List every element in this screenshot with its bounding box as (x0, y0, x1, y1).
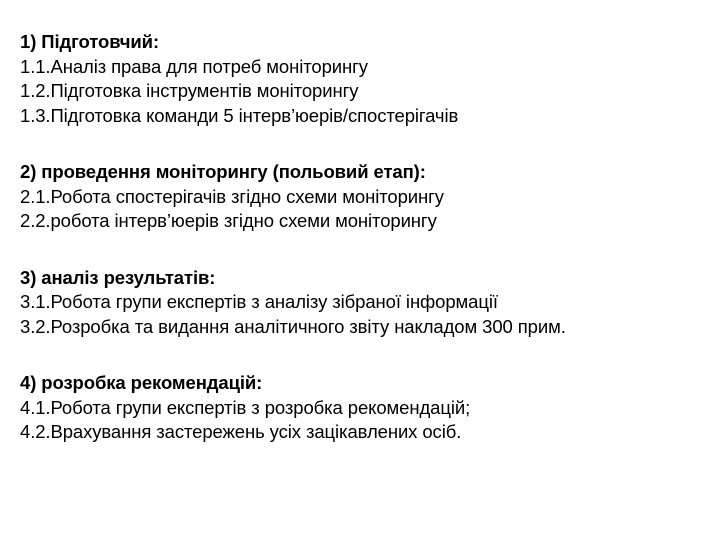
section-heading: 3) аналіз результатів: (20, 266, 216, 288)
section-monitoring (20, 160, 714, 234)
section-recommendations (20, 371, 714, 445)
list-item: 3.2.Розробка та видання аналітичного звіту накладом 300 прим. (20, 315, 566, 337)
slide-content (20, 30, 714, 445)
list-item: 4.1.Робота групи експертів з розробка рекомендацій; (20, 396, 471, 418)
list-item: 3.1.Робота групи експертів з аналізу зібраної інформації (20, 291, 498, 312)
section-heading: 2) проведення моніторингу (польовий етап): (20, 161, 426, 182)
list-item: 1.3.Підготовка команди 5 інтерв’юерів/спостерігачів (20, 104, 459, 126)
section-heading: 1) Підготовчий: (20, 31, 160, 52)
section-preparatory (20, 30, 714, 128)
list-item: 2.1.Робота спостерігачів згідно схеми моніторингу (20, 185, 444, 207)
section-heading: 4) розробка рекомендацій: (20, 372, 263, 393)
list-item: 2.2.робота інтерв’юерів згідно схеми моніторингу (20, 210, 437, 231)
section-analysis (20, 266, 714, 340)
list-item: 1.2.Підготовка інструментів моніторингу (20, 80, 359, 101)
list-item: 1.1.Аналіз права для потреб моніторингу (20, 55, 368, 77)
list-item: 4.2.Врахування застережень усіх зацікавлених осіб. (20, 421, 462, 442)
